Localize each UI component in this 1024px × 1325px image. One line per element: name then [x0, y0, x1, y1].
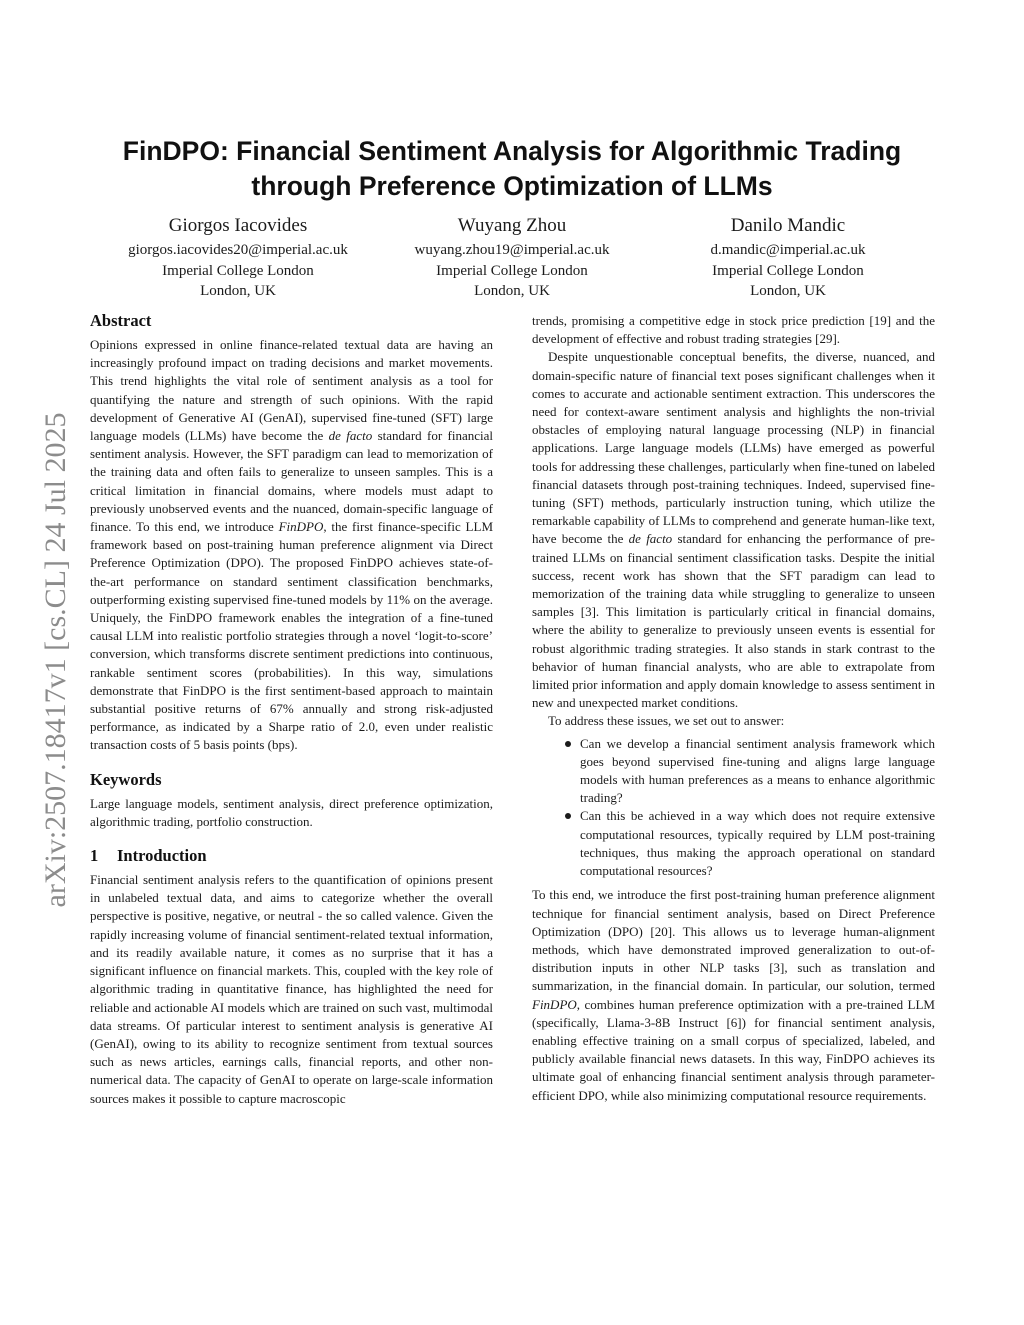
- keywords-text: Large language models, sentiment analysis, direct preference optimization, algorithmic trading, portfolio construction.: [90, 795, 493, 829]
- author-location: London, UK: [474, 283, 550, 299]
- right-column: [532, 312, 935, 1105]
- author-location: London, UK: [750, 283, 826, 299]
- intro-paragraph: Financial sentiment analysis refers to the quantification of opinions present in unlabeled textual data, and aims to categorize whether the overall perspective is positive, negative, or neutral - the so called valence. Given the rapidly increasing volume of financial sentiment-related textual information, and its readily available nature, it comes as no surprise that it has a significant influence on financial markets. This, coupled with the key role of algorithmic trading in quantitative finance, has highlighted the need for reliable and actionable AI models which are trained on such vast, multimodal data streams. Of particular interest to sentiment analysis is generative AI (GenAI), owing to its ability to recognize sentiment from textual sources such as news articles, earnings calls, financial reports, and other non-numerical data. The capacity of GenAI to operate on large-scale information sources makes it possible to capture macroscopic: [90, 872, 493, 1106]
- author-affiliation: Imperial College London: [436, 262, 588, 279]
- author-affiliation: Imperial College London: [162, 262, 314, 279]
- introduction-heading: [90, 845, 493, 867]
- author-location: London, UK: [200, 283, 276, 299]
- title-line-2: through Preference Optimization of LLMs: [251, 171, 773, 201]
- abstract-text: Opinions expressed in online finance-related textual data are having an increasingly profound impact on trading decisions and market movements. This trend highlights the vital role of sentiment analysis as a tool for quantifying the nature and strength of such opinions. With the rapid development of Generative AI (GenAI), supervised fine-tuned (SFT) large language models (LLMs) have become the de facto standard for financial sentiment analysis. However, the SFT paradigm can lead to memorization of the training data and often fails to generalize to unseen samples. This is a critical limitation in financial domains, where models must adapt to previously unobserved events and the nuanced, domain-specific language of finance. To this end, we introduce FinDPO, the first finance-specific LLM framework based on post-training human preference alignment via Direct Preference Optimization (DPO). The proposed FinDPO achieves state-of-the-art performance on standard sentiment classification benchmarks, outperforming existing supervised fine-tuned models by 11% on the average. Uniquely, the FinDPO framework enables the integration of a fine-tuned causal LLM into realistic portfolio strategies through a novel ‘logit-to-score’ conversion, which transforms discrete sentiment predictions into continuous, rankable sentiment scores (probabilities). In this way, simulations demonstrate that FinDPO is the first sentiment-based approach to maintain substantial positive returns of 67% annually and strong risk-adjusted performance, as indicated by a Sharpe ratio of 2.0, even under realistic transaction costs of 5 basis points (bps).: [90, 337, 493, 753]
- keywords-heading: Keywords: [90, 769, 162, 789]
- intro-paragraph-continued: trends, promising a competitive edge in stock price prediction [19] and the development of effective and robust trading strategies [29].: [532, 313, 935, 347]
- intro-paragraph: To this end, we introduce the first post-training human preference alignment technique for financial sentiment analysis, based on Direct Preference Optimization (DPO) [20]. This allows us to leverage human-alignment methods, which have demonstrated improved generalization to out-of-distribution inputs in other NLP tasks [3], such as translation and summarization, in the financial domain. In particular, our solution, termed FinDPO, combines human preference optimization with a pre-trained LLM (specifically, Llama-3-8B Instruct [6]) for financial sentiment analysis, enabling effective training on a small corpus of specialized, labeled, and publicly available financial news datasets. In this way, FinDPO achieves its ultimate goal of enhancing financial sentiment analysis through parameter-efficient DPO, while also minimizing computational resource requirements.: [532, 887, 935, 1103]
- left-column: [90, 310, 493, 1108]
- author-block-3: [638, 214, 938, 302]
- author-name: Giorgos Iacovides: [168, 215, 308, 236]
- author-affiliation: Imperial College London: [712, 262, 864, 279]
- abstract-heading: Abstract: [90, 311, 152, 330]
- intro-paragraph: To address these issues, we set out to answer:: [548, 713, 785, 729]
- author-email: giorgos.iacovides20@imperial.ac.uk: [128, 242, 348, 258]
- intro-paragraph: Despite unquestionable conceptual benefits, the diverse, nuanced, and domain-specific nature of financial text poses significant challenges when it comes to accurate and actionable sentiment extraction. This underscores the need for context-aware sentiment analysis and highlights the non-trivial obstacles of employing natural language processing (NLP) in financial applications. Large language models (LLMs) have emerged as powerful tools for addressing these challenges, particularly when fine-tuned on labeled financial datasets through post-training techniques. Indeed, supervised fine-tuning (SFT) methods, particularly instruction tuning, which utilize the remarkable capability of LLMs to comprehend and generate human-like text, have become the de facto standard for enhancing the performance of pre-trained LLMs on financial sentiment classification tasks. Despite the initial success, recent work has shown that the SFT paradigm can lead to memorization of the training data while struggling to generalize to unseen samples [3]. This limitation is particularly critical in financial domains, where the ability to generalize to previously unseen events is essential for robust algorithmic trading strategies. It also stands in stark contrast to the behavior of human financial analysts, who are able to extrapolate from limited prior information and apply domain knowledge to assess sentiment in new and unexpected market conditions.: [532, 349, 935, 711]
- list-item: Can this be achieved in a way which does not require extensive computational resources, typically required by LLM post-training techniques, thus making the approach operational on standard computational resources?: [580, 807, 935, 880]
- author-block-1: [88, 214, 388, 302]
- section-title: Introduction: [117, 846, 207, 866]
- author-email: wuyang.zhou19@imperial.ac.uk: [414, 242, 610, 258]
- research-questions-list: [532, 735, 935, 881]
- author-block-2: [362, 214, 662, 302]
- list-item: Can we develop a financial sentiment analysis framework which goes beyond supervised fine-tuning and aligns large language models with human preferences as a means to enhance algorithmic trading?: [580, 735, 935, 808]
- author-email: d.mandic@imperial.ac.uk: [710, 242, 866, 258]
- title-line-1: FinDPO: Financial Sentiment Analysis for Algorithmic Trading: [122, 136, 902, 166]
- arxiv-identifier: arXiv:2507.18417v1 [cs.CL] 24 Jul 2025: [39, 412, 72, 908]
- section-number: 1: [90, 846, 99, 866]
- author-name: Wuyang Zhou: [457, 215, 567, 236]
- author-name: Danilo Mandic: [730, 215, 846, 236]
- paper-title: [60, 134, 964, 204]
